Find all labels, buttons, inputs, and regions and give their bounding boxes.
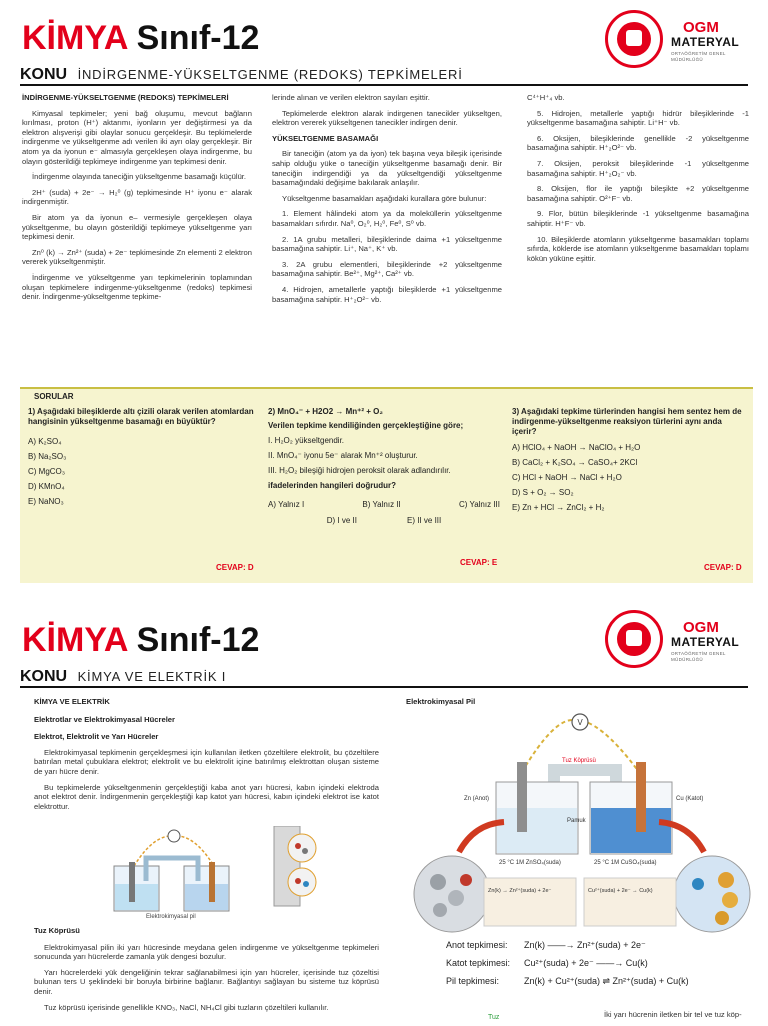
konu-title: KİMYA VE ELEKTRİK I (77, 669, 227, 684)
salt-bridge-label: Tuz Köprüsü (562, 758, 596, 764)
paragraph: Kimyasal tepkimeler; yeni bağ oluşumu, mevcut bağların kırılması, proton (H⁺) aktarımı, iyonların yer değiştirmesi ya da elektron alışverişi gibi olaylar sonucu gerçekleşir. Bu tepkimelerde indirgenme ve yükseltgenme adı verilen iki ayrı olay gerçekleşir. Bir atom ya da iyonun e⁻ almasıyla gerçekleşen olaya indirgenme, bu olayın gösterildiği tepkimeye indirgenme yarı tepkimesi denir. (22, 108, 252, 166)
question-1: 1) Aşağıdaki bileşiklerde altı çizili olarak verilen atomlardan hangisinin yükseltgenme basamağı en büyüktür? A) K₂SO₄ B) Na₂SO₃ C) MgCO₃ D) KMnO₄ E) NaNO₃ (28, 407, 268, 507)
question-3: 3) Aşağıdaki tepkime türlerinden hangisi hem sentez hem de indirgenme-yükseltgenme reaksiyon türlerini aynı anda içerir? A) HClO₄ + NaOH → NaClO₄ + H₂O B) CaCl₂ + K₂SO₄ → CaSO₄+ 2KCl C) HCl + NaOH → NaCl + H₂O D) S + O₂ → SO₂ E) Zn + HCl → ZnCl₂ + H₂ (512, 407, 748, 513)
ministry-seal-icon (605, 10, 663, 68)
answer-option: E) Zn + HCl → ZnCl₂ + H₂ (512, 503, 605, 512)
page-title-2: KİMYA Sınıf-12 (22, 621, 260, 659)
statement: II. MnO₄⁻ iyonu 5e⁻ alarak Mn⁺² oluşturur. (268, 451, 418, 460)
zn-label: Zn (Anot) (464, 796, 490, 802)
paragraph: C⁴⁺H⁺₄ vb. (527, 93, 565, 102)
logo-tiny: ORTAÖĞRETİM GENEL MÜDÜRLÜĞÜ (671, 51, 726, 62)
paragraph: Yarı hücrelerdeki yük dengeliğinin tekrar sağlanabilmesi için yarı hücreler, içerisinde tuz çözeltisi bulunan ters U şeklindeki bir boruyla birbirine bağlanır. Bağlantıyı sağlayan bu sisteme tuz köprüsü denir. (34, 967, 379, 996)
paragraph: 2. 1A grubu metalleri, bileşiklerinde daima +1 yükseltgenme basamağına sahiptir. Li⁺, Na⁺, K⁺ vb. (272, 234, 502, 254)
zinc-electrode (517, 762, 527, 832)
statement: I. H₂O₂ yükseltgendir. (268, 436, 345, 445)
ogm-logo-2 (605, 610, 755, 670)
paragraph: lerinde alınan ve verilen elektron sayıları eşittir. (272, 93, 430, 102)
paragraph: 9. Flor, bütün bileşiklerinde -1 yükseltgenme basamağına sahiptir. H⁺F⁻ vb. (527, 209, 749, 228)
answer-option: A) HClO₄ + NaOH → NaClO₄ + H₂O (512, 443, 641, 452)
statement: III. H₂O₂ bileşiği hidrojen peroksit olarak adlandırılır. (268, 466, 451, 475)
text-column-1 (22, 93, 252, 308)
q2-option-d: D) I ve II (326, 516, 357, 525)
konu-label: KONU (20, 66, 68, 83)
paragraph: 1. Element hâlindeki atom ya da moleküllerin yükseltgenme basamakları sıfırdır. Na⁰, O₂⁰, H₂⁰, Fe⁰, S⁰ vb. (272, 209, 502, 228)
pamuk-label: Pamuk (567, 818, 586, 824)
left-solution-label: 25 °C 1M ZnSO₄(suda) (499, 860, 561, 866)
text-column-3 (527, 93, 749, 269)
right-reaction-text: Cu²⁺(suda) + 2e⁻ → Cu(k) (588, 888, 653, 894)
logo-name: OGM (683, 19, 719, 36)
left-reaction-box (484, 878, 576, 926)
question-1-options (28, 437, 268, 507)
q2-option-b: B) Yalnız II (362, 500, 401, 509)
right-particle-zoom (674, 856, 750, 932)
paragraph: 3. 2A grubu elementleri, bileşiklerinde +2 yükseltgenme basamağına sahiptir. Be²⁺, Mg²⁺, Ca²⁺ vb. (272, 259, 502, 279)
bottom-tuz-label: Tuz (488, 1014, 500, 1021)
small-figure-caption: Elektrokimyasal pil (146, 914, 196, 920)
page2-left-column (34, 697, 379, 817)
q2-option-c: C) Yalnız III (458, 500, 500, 509)
right-solution-label: 25 °C 1M CuSO₄(suda) (594, 860, 657, 866)
answer-option: D) S + O₂ → SO₂ (512, 488, 574, 497)
section-heading: YÜKSELTGENME BASAMAĞI (272, 133, 379, 143)
question-2-answer: CEVAP: E (460, 558, 498, 567)
answer-option: B) CaCl₂ + K₂SO₄ → CaSO₄+ 2KCl (512, 458, 638, 467)
tuz-koprusu-heading: Tuz Köprüsü (34, 926, 80, 935)
page-title: KİMYA Sınıf-12 (22, 19, 260, 57)
paragraph: 5. Hidrojen, metallerle yaptığı hidrür bileşiklerinde -1 yükseltgenme basamağına sahiptir. Li⁺H⁻ vb. (527, 108, 749, 128)
subsection-heading: Elektrotlar ve Elektrokimyasal Hücreler (34, 714, 175, 724)
answer-option: C) MgCO₃ (28, 467, 66, 476)
logo-sub: MATERYAL (671, 635, 740, 649)
text-column-2 (272, 93, 502, 310)
figure-title: Elektrokimyasal Pil (406, 697, 476, 706)
left-reaction-text: Zn(k) → Zn²⁺(suda) + 2e⁻ (488, 888, 552, 894)
paragraph: 6. Oksijen, bileşiklerinde genellikle -2 yükseltgenme basamağına sahiptir. H⁺₂O²⁻ vb. (527, 133, 749, 153)
section-heading: KİMYA VE ELEKTRİK (34, 697, 110, 706)
small-cell-figure (74, 826, 394, 920)
question-1-answer: CEVAP: D (216, 563, 254, 572)
paragraph: 8. Oksijen, flor ile yaptığı bileşikte +2 yükseltgenme basamağına sahiptir. O²⁺F⁻ vb. (527, 184, 749, 203)
q2-option-e: E) II ve III (407, 516, 442, 525)
question-3-answer: CEVAP: D (704, 563, 742, 572)
paragraph: Bu tepkimelerde yükseltgenmenin gerçekleştiği kaba anot yarı hücresi, kabın içindeki elektroda anot elektrot denir. İndirgenmenin gerçekleştiği kap katot yarı hücresi, kabın içindeki elektrot ise katot elektrottur. (34, 782, 379, 811)
section-heading: İNDİRGENME-YÜKSELTGENME (REDOKS) TEPKİMELERİ (22, 93, 229, 102)
ministry-seal-icon (605, 610, 663, 668)
answer-option: E) NaNO₃ (28, 497, 64, 506)
paragraph: Zn⁰ (k) → Zn²⁺ (suda) + 2e⁻ tepkimesinde Zn elementi 2 elektron vererek yükseltgenmiştir. (22, 247, 252, 267)
page2-left-column-lower (34, 926, 379, 1018)
paragraph: Elektrokimyasal tepkimenin gerçekleşmesi için kullanılan iletken çözeltilere elektrolit, bu çözeltilere batırılan metal çubuklara elektrot; elektrolit ve bu elektrolit içine batırılmış elektrottan oluşan sisteme de yarı hücre denir. (34, 747, 379, 776)
paragraph: Elektrokimyasal pilin iki yarı hücresinde meydana gelen indirgenme ve yükseltgenme tepkimeleri sonucunda yarı hücrelerde zamanla yük dengesi bozulur. (34, 942, 379, 962)
copper-electrode (636, 762, 646, 832)
answer-option: A) K₂SO₄ (28, 437, 62, 446)
paragraph: Bir atom ya da iyonun e– vermesiyle gerçekleşen olaya yükseltgenme, bu olayın gösterildiği tepkimeye yükseltgenme yarı tepkimesi denir. (22, 212, 252, 242)
paragraph: Yükseltgenme basamakları aşağıdaki kurallara göre bulunur: (282, 193, 487, 203)
konu-title: İNDİRGENME-YÜKSELTGENME (REDOKS) TEPKİMELERİ (77, 67, 463, 82)
paragraph: 7. Oksijen, peroksit bileşiklerinde -1 yükseltgenme basamağına sahiptir. H⁺₂O₂⁻ vb. (527, 158, 749, 178)
question-2: 2) MnO₄⁻ + H2O2 → Mn⁺² + O₂ Verilen tepkime kendiliğinden gerçekleştiğine göre; I. H₂O₂ yükseltgendir. II. MnO₄⁻ iyonu 5e⁻ alarak Mn⁺² oluşturur. III. H₂O₂ bileşiği hidrojen peroksit olarak adlandırılır. ifadelerinden hangileri doğrudur? A) Yalnız I B) Yalnız II C) Yalnız III D) I ve II E) II ve III (268, 407, 500, 525)
electrochemical-cell-figure (404, 712, 758, 934)
paragraph: Bir taneciğin (atom ya da iyon) tek başına veya bileşik içerisinde sahip olduğu yüke o taneciğin yükseltgenme basamağı denir. Bir taneciğin indirgendiği ya da yükseltgendiği yükseltgenme basamağındaki değişime bakılarak anlaşılır. (272, 149, 502, 188)
answer-option: C) HCl + NaOH → NaCl + H₂O (512, 473, 622, 482)
bottom-right-paragraph: İki yarı hücrenin iletken bir tel ve tuz köp- (604, 1010, 742, 1019)
logo-tiny: ORTAÖĞRETİM GENEL MÜDÜRLÜĞÜ (671, 651, 726, 662)
paragraph: Tepkimelerde elektron alarak indirgenen tanecikler yükseltgen, elektron vererek yükseltgenen tanecikler indirgen denir. (272, 108, 502, 128)
paragraph: Tuz köprüsü içerisinde genellikle KNO₃, NaCl, NH₄Cl gibi tuzların çözeltileri kullanılır. (44, 1002, 329, 1012)
konu-bar-2 (20, 668, 748, 688)
konu-bar (20, 66, 748, 86)
q2-option-a: A) Yalnız I (268, 500, 305, 509)
voltmeter-label: V (577, 718, 583, 727)
paragraph: 2H⁺ (suda) + 2e⁻ → H₂⁰ (g) tepkimesinde H⁺ iyonu e⁻ alarak indirgenmiştir. (22, 187, 252, 207)
cu-label: Cu (Katot) (676, 796, 704, 802)
question-2-statements (268, 436, 500, 476)
konu-label: KONU (20, 668, 68, 685)
pil-equation: Zn(k) + Cu²⁺(suda) ⇌ Zn²⁺(suda) + Cu(k) (524, 976, 689, 986)
katot-equation: Cu²⁺(suda) + 2e⁻ ——→ Cu(k) (524, 958, 648, 968)
paragraph: 4. Hidrojen, ametallerle yaptığı bileşiklerde +1 yükseltgenme basamağına sahiptir. H⁺₂O²⁻ vb. (272, 284, 502, 304)
anot-equation: Zn(k) ——→ Zn²⁺(suda) + 2e⁻ (524, 940, 646, 950)
paragraph: 10. Bileşiklerde atomların yükseltgenme basamakları toplamı sıfırda, köklerde ise atomların yükseltgenme basamakları toplamı kökün yüküne eşittir. (527, 234, 749, 263)
answer-option: D) KMnO₄ (28, 482, 65, 491)
paragraph: İndirgenme ve yükseltgenme yarı tepkimelerinin toplamından oluşan tepkimelere indirgenme-yükseltgenme (redoks) tepkimesi denir. İndirgenme-yükseltgenme tepkime- (22, 272, 252, 302)
paragraph: İndirgenme olayında taneciğin yükseltgenme basamağı küçülür. (32, 172, 247, 182)
small-particle-column (274, 826, 316, 906)
answer-option: B) Na₂SO₃ (28, 452, 67, 461)
logo-name: OGM (683, 619, 719, 636)
subsection-heading-2: Elektrot, Elektrolit ve Yarı Hücreler (34, 732, 159, 742)
ogm-logo (605, 10, 755, 70)
sorular-heading: SORULAR (34, 392, 74, 401)
logo-sub: MATERYAL (671, 35, 740, 49)
question-3-options (512, 443, 748, 513)
questions-box (20, 387, 753, 583)
reaction-equations: Anot tepkimesi: Zn(k) ——→ Zn²⁺(suda) + 2e⁻ Katot tepkimesi: Cu²⁺(suda) + 2e⁻ ——→ Cu(k) Pil tepkimesi: Zn(k) + Cu²⁺(suda) ⇌ Zn²⁺(suda) + Cu(k) (446, 940, 689, 986)
right-reaction-box (584, 878, 676, 926)
